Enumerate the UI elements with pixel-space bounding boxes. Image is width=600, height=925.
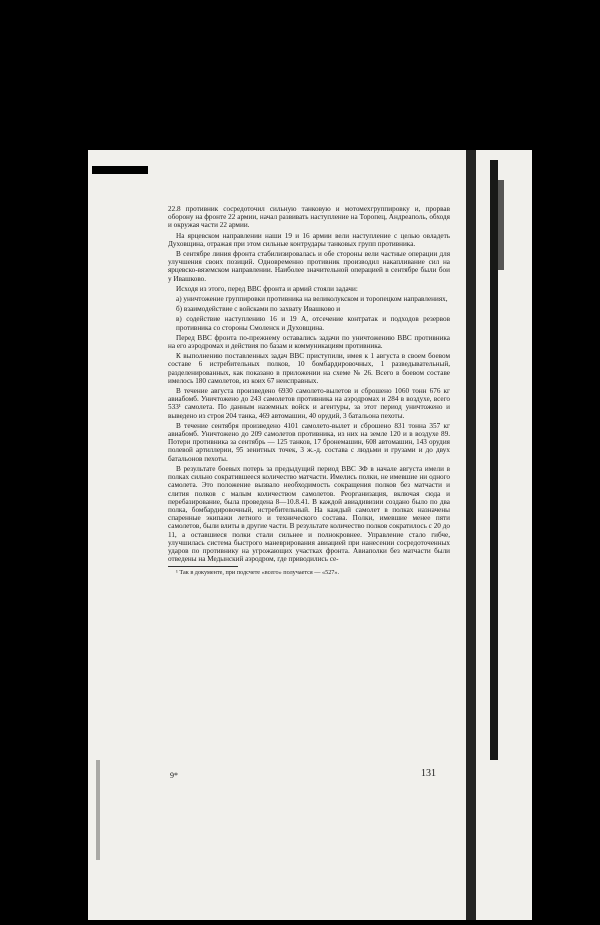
main-text bbox=[168, 205, 450, 578]
paragraph: Исходя из этого, перед ВВС фронта и армий стояли задачи: bbox=[176, 284, 358, 293]
scan-mark-top-left bbox=[92, 166, 148, 174]
scan-dark-strip-right-inner bbox=[490, 160, 498, 760]
paragraph: 22.8 противник сосредоточил сильную танковую и мотомехгруппировку и, прорвав оборону на фронте 22 армии, начал развивать наступление на Торопец, Андреаполь, обходя и окружая части 22 армии. bbox=[168, 205, 450, 230]
scan-noise bbox=[498, 180, 504, 270]
paragraph: В результате боевых потерь за предыдущий период ВВС ЗФ в начале августа имели в полках сильно сократившееся количество матчасти. Имелись полки, не имевшие ни одного самолета. Это положение вызвало необходимость сокращения полков без матчасти и слития полков с малым количеством самолетов. Реорганизация, включая сюда и перебазирование, была проведена 8—10.8.41. В каждой авиадивизии создано было по два полка, бомбардировочный, истребительный. На каждый самолет в полках назначены спаренные экипажи летного и технического состава. Полки, имевшие менее пяти самолетов, были влиты в другие части. В результате количество полков сократилось с 20 до 11, а оставшиеся полки стали сильнее и полнокровнее. Управление стало гибче, улучшилась система быстрого маневрирования авиацией при нанесении сосредоточенных ударов по противнику на угрожающих участках фронта. Авиаполки без матчасти были отведены на Медынский аэродром, где приводились се- bbox=[168, 464, 450, 564]
signature-mark: 9* bbox=[170, 771, 178, 780]
list-item: б) взаимодействие с войсками по захвату Ивашково и bbox=[176, 305, 341, 314]
paragraph: На ярцевском направлении наши 19 и 16 армии вели наступление с целью овладеть Духовщина, отражая при этом сильные контрудары танковых групп противника. bbox=[168, 231, 450, 248]
list-item: в) содействие наступлению 16 и 19 А, отсечение контратак и подходов резервов противника со стороны Смоленск и Духовщина. bbox=[176, 315, 450, 332]
scan-noise bbox=[96, 760, 100, 860]
scan-dark-strip-right bbox=[466, 150, 476, 920]
footnote: ¹ Так в документе, при подсчете «всего» получается — «527». bbox=[176, 569, 340, 577]
paragraph: В сентябре линия фронта стабилизировалась и обе стороны вели частные операции для улучшения своих позиций. Одновременно противник производил накапливание сил на ярцевско-вяземском направлении. Наиболее значительной операцией в сентябре были бои у Ивашково. bbox=[168, 250, 450, 283]
footnote-rule bbox=[168, 566, 238, 567]
page-number: 131 bbox=[421, 768, 436, 779]
paragraph: Перед ВВС фронта по-прежнему оставались задачи по уничтожению ВВС противника на его аэродромах и действия по базам и коммуникациям противника. bbox=[168, 333, 450, 351]
paragraph: В течение августа произведено 6930 самолето-вылетов и сброшено 1060 тонн 676 кг авиабомб. Уничтожено до 243 самолетов противника на аэродромах и 284 в воздухе, всего 533¹ самолета. По данным наземных войск и агентуры, за этот период уничтожено и выведено из строя 204 танка, 469 автомашин, 40 орудий, 3 батальона пехоты. bbox=[168, 387, 450, 420]
paragraph: К выполнению поставленных задач ВВС приступили, имея к 1 августа в своем боевом составе 6 истребительных полков, 10 бомбардировочных, 1 разведывательный, разделенированных, как показано в приложении на схеме № 26. Всего в боевом составе имелось 180 самолетов, из коих 67 неисправных. bbox=[168, 352, 450, 385]
paragraph: В течение сентября произведено 4101 самолето-вылет и сброшено 831 тонна 357 кг авиабомб. Уничтожено до 209 самолетов противника, из них на земле 120 и в воздухе 89. Потери противника за сентябрь — 125 танков, 17 бронемашин, 608 автомашин, 143 орудия полевой артиллерии, 95 зенитных точек, 3 ж.-д. состава с людьми и грузами и до двух батальонов пехоты. bbox=[168, 421, 450, 463]
list-item: а) уничтожение группировки противника на великолукском и торопецком направлениях, bbox=[176, 295, 448, 304]
